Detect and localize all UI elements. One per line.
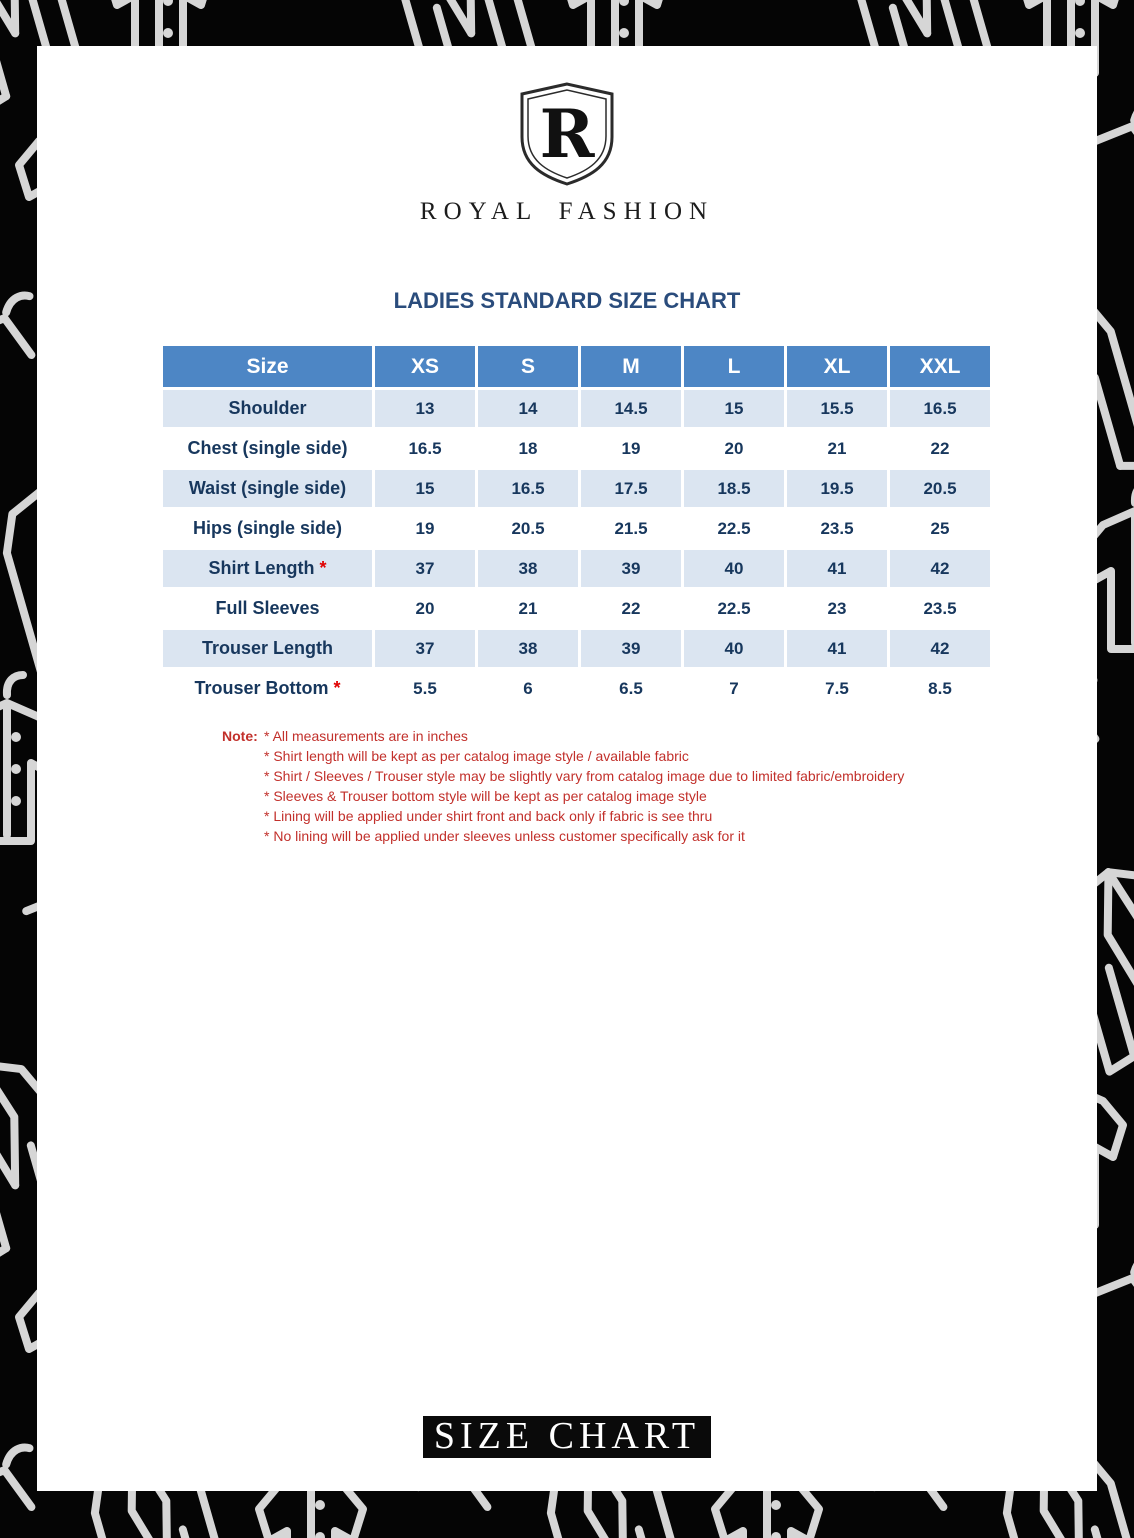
size-value-cell: 18.5 [684, 470, 784, 507]
size-column-header: Size [163, 346, 372, 387]
content-panel [37, 46, 1097, 1491]
table-row [163, 630, 990, 667]
row-label: Trouser Bottom * [163, 670, 372, 707]
column-header: M [581, 346, 681, 387]
size-value-cell: 23.5 [787, 510, 887, 547]
size-value-cell: 22 [581, 590, 681, 627]
size-value-cell: 37 [375, 550, 475, 587]
table-header-row [163, 346, 990, 387]
table-body [163, 390, 990, 707]
size-value-cell: 38 [478, 630, 578, 667]
size-value-cell: 41 [787, 550, 887, 587]
size-value-cell: 22.5 [684, 590, 784, 627]
size-value-cell: 16.5 [890, 390, 990, 427]
size-value-cell: 22.5 [684, 510, 784, 547]
size-value-cell: 38 [478, 550, 578, 587]
banner-text: SIZE CHART [433, 1415, 701, 1457]
row-label: Chest (single side) [163, 430, 372, 467]
size-value-cell: 19 [581, 430, 681, 467]
note-line: * No lining will be applied under sleeves unless customer specifically ask for it [264, 828, 745, 844]
asterisk-marker: * [328, 678, 341, 698]
size-value-cell: 16.5 [375, 430, 475, 467]
size-value-cell: 18 [478, 430, 578, 467]
row-label: Trouser Length [163, 630, 372, 667]
size-value-cell: 13 [375, 390, 475, 427]
size-value-cell: 5.5 [375, 670, 475, 707]
page-title: LADIES STANDARD SIZE CHART [393, 288, 741, 313]
size-value-cell: 21.5 [581, 510, 681, 547]
size-value-cell: 15 [375, 470, 475, 507]
size-value-cell: 22 [890, 430, 990, 467]
size-value-cell: 15.5 [787, 390, 887, 427]
size-table [160, 343, 993, 710]
size-value-cell: 39 [581, 550, 681, 587]
row-label: Shoulder [163, 390, 372, 427]
size-value-cell: 19 [375, 510, 475, 547]
asterisk-marker: * [314, 558, 327, 578]
note-label: Note: [222, 728, 258, 744]
table-row [163, 390, 990, 427]
column-header: L [684, 346, 784, 387]
note-line: * Shirt length will be kept as per catalog image style / available fabric [264, 748, 689, 764]
note-line: * Sleeves & Trouser bottom style will be kept as per catalog image style [264, 788, 707, 804]
column-header: XS [375, 346, 475, 387]
row-label: Hips (single side) [163, 510, 372, 547]
monogram-letter: R [539, 95, 595, 173]
note-line: * Shirt / Sleeves / Trouser style may be slightly vary from catalog image due to limited fabric/embroidery [264, 768, 905, 784]
column-header: S [478, 346, 578, 387]
size-value-cell: 8.5 [890, 670, 990, 707]
size-value-cell: 20 [375, 590, 475, 627]
size-value-cell: 17.5 [581, 470, 681, 507]
size-chart-banner [423, 1416, 711, 1458]
shield-monogram-icon [519, 82, 615, 186]
size-value-cell: 20.5 [478, 510, 578, 547]
size-value-cell: 20.5 [890, 470, 990, 507]
size-value-cell: 20 [684, 430, 784, 467]
table-row [163, 590, 990, 627]
size-value-cell: 42 [890, 550, 990, 587]
size-value-cell: 14.5 [581, 390, 681, 427]
table-row [163, 670, 990, 707]
row-label: Waist (single side) [163, 470, 372, 507]
brand-name: ROYAL FASHION [419, 198, 715, 225]
column-header: XL [787, 346, 887, 387]
table-row [163, 470, 990, 507]
note-line: * Lining will be applied under shirt front and back only if fabric is see thru [264, 808, 713, 824]
size-value-cell: 19.5 [787, 470, 887, 507]
brand-logo [37, 82, 1097, 191]
size-value-cell: 21 [478, 590, 578, 627]
table-row [163, 550, 990, 587]
size-value-cell: 41 [787, 630, 887, 667]
row-label: Shirt Length * [163, 550, 372, 587]
size-value-cell: 42 [890, 630, 990, 667]
size-value-cell: 7.5 [787, 670, 887, 707]
size-value-cell: 23 [787, 590, 887, 627]
size-value-cell: 25 [890, 510, 990, 547]
size-value-cell: 16.5 [478, 470, 578, 507]
size-value-cell: 15 [684, 390, 784, 427]
size-value-cell: 40 [684, 550, 784, 587]
table-row [163, 510, 990, 547]
size-value-cell: 39 [581, 630, 681, 667]
notes-section [222, 726, 904, 846]
size-value-cell: 7 [684, 670, 784, 707]
table-row [163, 430, 990, 467]
column-header: XXL [890, 346, 990, 387]
size-value-cell: 21 [787, 430, 887, 467]
size-value-cell: 37 [375, 630, 475, 667]
notes-list [264, 726, 904, 846]
size-value-cell: 6.5 [581, 670, 681, 707]
size-value-cell: 6 [478, 670, 578, 707]
size-value-cell: 14 [478, 390, 578, 427]
size-value-cell: 40 [684, 630, 784, 667]
note-line: * All measurements are in inches [264, 728, 468, 744]
row-label: Full Sleeves [163, 590, 372, 627]
size-value-cell: 23.5 [890, 590, 990, 627]
